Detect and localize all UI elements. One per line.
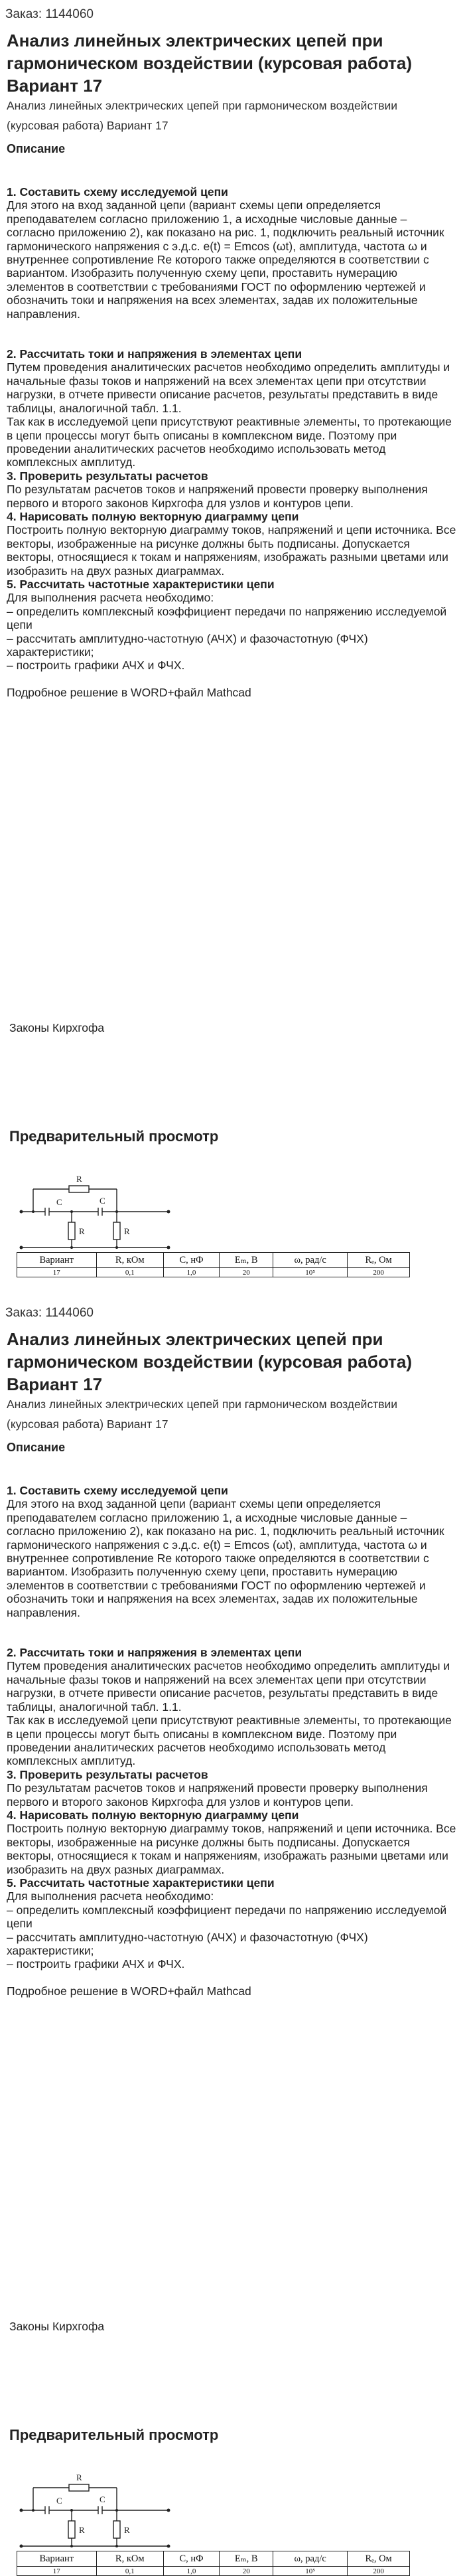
column-header: C, нФ — [163, 1253, 219, 1268]
section-paragraph: Путем проведения аналитических расчетов необходимо определить амплитуды и начальные фазы токов и напряжений на всех элементах цепи при отсутствии нагрузки, в отчете привести описание расчетов, результаты представить в виде таблицы, аналогичной табл. 1.1. — [7, 1659, 450, 1714]
section-paragraph: По результатам расчетов токов и напряжений провести проверку выполнения первого и второго законов Кирхгофа для узлов и контуров цепи. — [7, 1781, 428, 1809]
circuit-label: C — [56, 1197, 62, 1207]
circuit-label: C — [100, 2494, 105, 2504]
section-title: 1. Составить схему исследуемой цепи — [7, 185, 228, 199]
table-cell: 17 — [17, 2567, 97, 2576]
section-title: 3. Проверить результаты расчетов — [7, 1767, 208, 1781]
circuit-diagram — [16, 1145, 182, 1251]
description-heading: Описание — [7, 142, 66, 155]
circuit-label: R — [76, 2472, 82, 2482]
section-title: 4. Нарисовать полную векторную диаграмму цепи — [7, 509, 299, 523]
section-paragraph: Построить полную векторную диаграмму токов, напряжений и цепи источника. Все векторы, изображенные на рисунке должны быть подписаны. Допускается векторы, относящиеся к токам и напряжениям, изображать разными цветами или изобразить на двух разных диаграммах. — [7, 1822, 456, 1876]
section-paragraph: – построить графики АЧХ и ФЧХ. — [7, 1957, 185, 1971]
circuit-label: R — [79, 2525, 85, 2535]
column-header: Rₑ, Ом — [348, 1253, 410, 1268]
page-title: Анализ линейных электрических цепей при гармоническом воздействии (курсовая работа) Вариант 17 — [7, 31, 413, 96]
section-title: 2. Рассчитать токи и напряжения в элементах цепи — [7, 347, 302, 361]
section-paragraph: Построить полную векторную диаграмму токов, напряжений и цепи источника. Все векторы, изображенные на рисунке должны быть подписаны. Допускается векторы, относящиеся к токам и напряжениям, изображать разными цветами или изобразить на двух разных диаграммах. — [7, 523, 456, 578]
description-heading: Описание — [7, 1441, 66, 1454]
keywords-text: Законы Кирхгофа — [9, 1021, 105, 1034]
column-header: ω, рад/с — [273, 2551, 348, 2567]
table-cell: 0,1 — [96, 1268, 163, 1277]
column-header: Rₑ, Ом — [348, 2551, 410, 2567]
section-paragraph: – определить комплексный коэффициент передачи по напряжению исследуемой цепи — [7, 604, 447, 632]
circuit-diagram — [16, 2444, 182, 2550]
table-cell: 20 — [220, 1268, 273, 1277]
table-row — [17, 2567, 410, 2576]
section-paragraph: Для выполнения расчета необходимо: — [7, 591, 214, 605]
section-title: 2. Рассчитать токи и напряжения в элементах цепи — [7, 1646, 302, 1660]
table-cell: 20 — [220, 2567, 273, 2576]
section-paragraph: Для этого на вход заданной цепи (вариант схемы цепи определяется преподавателем согласно приложению 1, а исходные числовые данные – согласно приложению 2), как показано на рис. 1, подключить реальный источник гармонического напряжения с э.д.с. e(t) = Emcos (ωt), амплитуда, частота ω и внутреннее сопротивление Re которого также определяются в соответствии с вариантом. Изобразить полученную схему цепи, проставить нумерацию элементов в соответствии с требованиями ГОСТ по оформлению чертежей и обозначить токи и напряжения на всех элементах, задав их положительные направления. — [7, 1497, 444, 1619]
solution-note: Подробное решение в WORD+файл Mathcad — [7, 1984, 251, 1998]
table-cell: 200 — [348, 2567, 410, 2576]
order-number: Заказ: 1144060 — [5, 1306, 94, 1320]
table-header-row — [17, 2551, 410, 2567]
table-cell: 200 — [348, 1268, 410, 1277]
table-row — [17, 1268, 410, 1277]
preview-heading: Предварительный просмотр — [9, 2427, 219, 2443]
section-paragraph: – построить графики АЧХ и ФЧХ. — [7, 659, 185, 673]
table-cell: 1,0 — [163, 1268, 219, 1277]
parameters-table — [17, 2551, 410, 2576]
circuit-label: R — [76, 1174, 82, 1184]
description-body — [7, 1484, 458, 1998]
page-subtitle: Анализ линейных электрических цепей при гармоническом воздействии (курсовая работа) Вариант 17 — [7, 1398, 398, 1431]
order-number: Заказ: 1144060 — [5, 7, 94, 21]
section-title: 5. Рассчитать частотные характеристики цепи — [7, 1876, 275, 1890]
page-subtitle: Анализ линейных электрических цепей при гармоническом воздействии (курсовая работа) Вариант 17 — [7, 99, 398, 132]
section-paragraph: По результатам расчетов токов и напряжений провести проверку выполнения первого и второго законов Кирхгофа для узлов и контуров цепи. — [7, 483, 428, 510]
table-cell: 17 — [17, 1268, 97, 1277]
keywords-text: Законы Кирхгофа — [9, 2320, 105, 2333]
section-paragraph: Путем проведения аналитических расчетов необходимо определить амплитуды и начальные фазы токов и напряжений на всех элементах цепи при отсутствии нагрузки, в отчете привести описание расчетов, результаты представить в виде таблицы, аналогичной табл. 1.1. — [7, 361, 450, 415]
circuit-label: R — [124, 2525, 130, 2535]
column-header: R, кОм — [96, 2551, 163, 2567]
column-header: ω, рад/с — [273, 1253, 348, 1268]
circuit-label: C — [56, 2496, 62, 2506]
column-header: Вариант — [17, 2551, 97, 2567]
table-cell: 1,0 — [163, 2567, 219, 2576]
parameters-table — [17, 1252, 410, 1277]
section-paragraph: Для этого на вход заданной цепи (вариант схемы цепи определяется преподавателем согласно приложению 1, а исходные числовые данные – согласно приложению 2), как показано на рис. 1, подключить реальный источник гармонического напряжения с э.д.с. e(t) = Emcos (ωt), амплитуда, частота ω и внутреннее сопротивление Re которого также определяются в соответствии с вариантом. Изобразить полученную схему цепи, проставить нумерацию элементов в соответствии с требованиями ГОСТ по оформлению чертежей и обозначить токи и напряжения на всех элементах, задав их положительные направления. — [7, 199, 444, 321]
table-cell: 10⁵ — [273, 1268, 348, 1277]
column-header: Вариант — [17, 1253, 97, 1268]
column-header: Eₘ, В — [220, 2551, 273, 2567]
circuit-label: C — [100, 1196, 105, 1206]
column-header: Eₘ, В — [220, 1253, 273, 1268]
section-paragraph: Так как в исследуемой цепи присутствуют реактивные элементы, то протекающие в цепи процессы могут быть описаны в комплексном виде. Поэтому при проведении аналитических расчетов необходимо использовать метод комплексных амплитуд. — [7, 415, 452, 469]
section-paragraph: – рассчитать амплитудно-частотную (АЧХ) и фазочастотную (ФЧХ) характеристики; — [7, 631, 368, 659]
solution-note: Подробное решение в WORD+файл Mathcad — [7, 685, 251, 699]
section-paragraph: – определить комплексный коэффициент передачи по напряжению исследуемой цепи — [7, 1903, 447, 1931]
page-title: Анализ линейных электрических цепей при гармоническом воздействии (курсовая работа) Вариант 17 — [7, 1329, 413, 1394]
column-header: C, нФ — [163, 2551, 219, 2567]
preview-heading: Предварительный просмотр — [9, 1128, 219, 1145]
table-cell: 0,1 — [96, 2567, 163, 2576]
section-title: 5. Рассчитать частотные характеристики цепи — [7, 577, 275, 591]
table-cell: 10⁵ — [273, 2567, 348, 2576]
section-title: 3. Проверить результаты расчетов — [7, 469, 208, 483]
circuit-label: R — [124, 1226, 130, 1236]
section-paragraph: – рассчитать амплитудно-частотную (АЧХ) и фазочастотную (ФЧХ) характеристики; — [7, 1930, 368, 1957]
section-title: 1. Составить схему исследуемой цепи — [7, 1484, 228, 1497]
table-header-row — [17, 1253, 410, 1268]
column-header: R, кОм — [96, 1253, 163, 1268]
description-body — [7, 185, 458, 699]
section-paragraph: Для выполнения расчета необходимо: — [7, 1890, 214, 1903]
section-title: 4. Нарисовать полную векторную диаграмму цепи — [7, 1808, 299, 1822]
section-paragraph: Так как в исследуемой цепи присутствуют реактивные элементы, то протекающие в цепи процессы могут быть описаны в комплексном виде. Поэтому при проведении аналитических расчетов необходимо использовать метод комплексных амплитуд. — [7, 1714, 452, 1768]
circuit-label: R — [79, 1226, 85, 1236]
